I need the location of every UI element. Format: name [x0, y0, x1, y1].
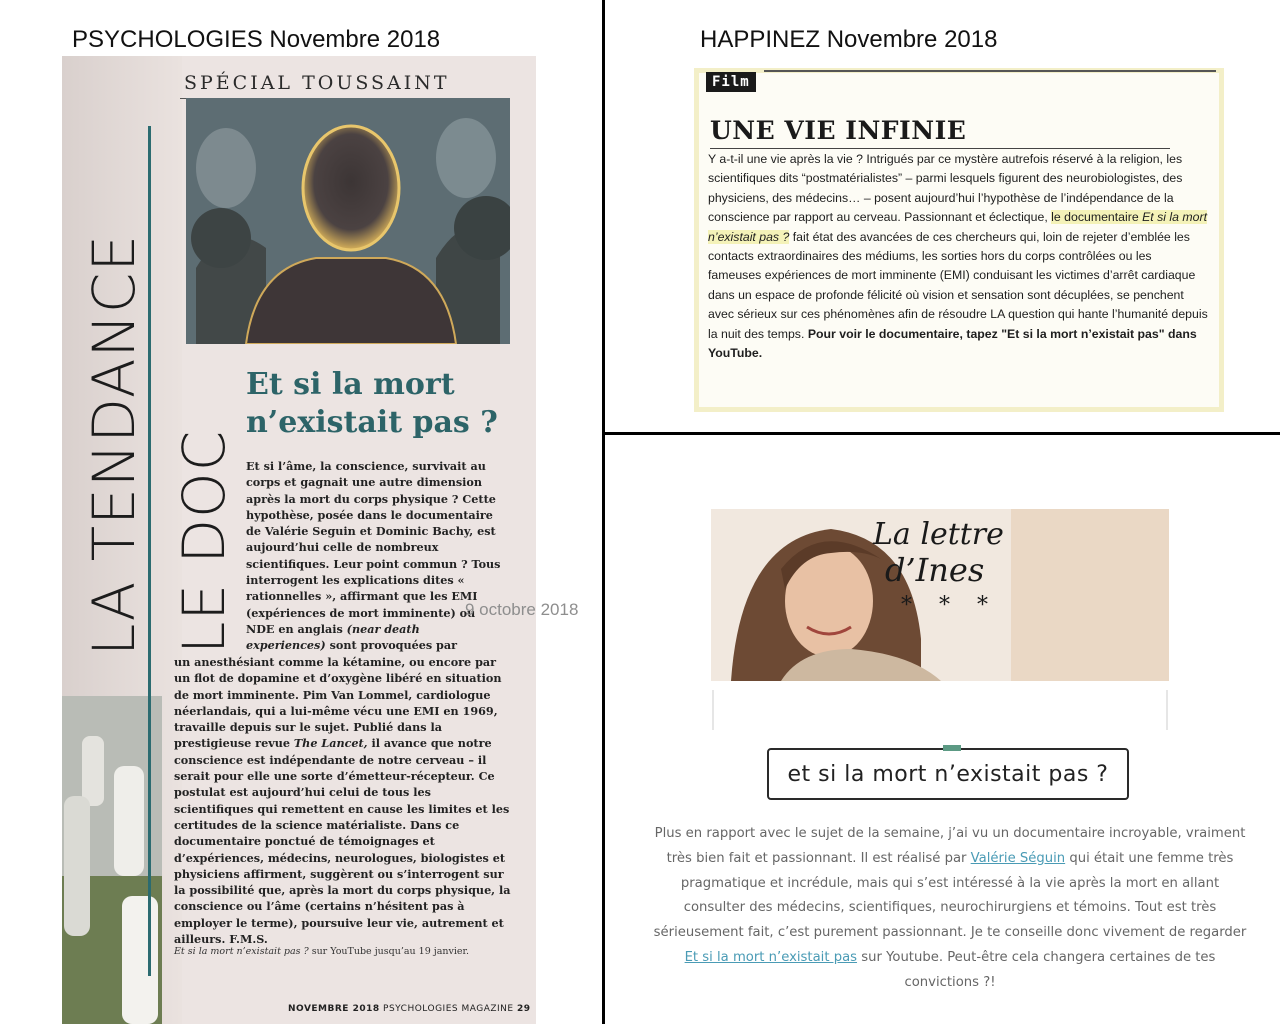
special-heading: SPÉCIAL TOUSSAINT: [184, 72, 450, 94]
article-title: Et si la mort n’existait pas ?: [246, 367, 498, 440]
top-rule: [764, 70, 1216, 72]
footer-page-number: 29: [516, 1004, 531, 1014]
vertical-divider: [602, 0, 605, 1024]
teal-rule: [148, 126, 151, 976]
vertical-title-tendance: LA TENDANCE: [80, 233, 148, 656]
documentary-link[interactable]: Et si la mort n’existait pas: [684, 949, 858, 965]
title-rule: [710, 148, 1170, 149]
banner-edge: [1166, 690, 1168, 730]
date-watermark: 9 octobre 2018: [465, 600, 579, 619]
banner-edge: [712, 690, 714, 730]
clipping-call-to-action: Pour voir le documentaire, tapez "Et si la mort n’existait pas" dans YouTube.: [708, 326, 1197, 361]
article-body-top: [246, 458, 502, 654]
script-title-line1: La lettre: [873, 517, 1004, 552]
highlight-title: Et si la mort n’existait pas ?: [708, 210, 1208, 244]
handwritten-heading-box: [767, 748, 1129, 800]
credit-title: Et si la mort n’existait pas ?: [174, 946, 309, 957]
newsletter-text: sur Youtube. Peut-être cela changera certaines de tes convictions ?!: [861, 949, 1216, 990]
script-title-line2: d’Ines: [885, 551, 985, 589]
article-italic: (near death experiences): [246, 621, 420, 653]
psychologies-page: [62, 56, 536, 1024]
article-italic: The Lancet,: [293, 736, 368, 751]
vertical-title-doc: LE DOC: [170, 429, 238, 654]
left-source-label: PSYCHOLOGIES Novembre 2018: [72, 26, 441, 53]
happinez-clipping: [694, 68, 1224, 412]
horizontal-divider: [604, 432, 1280, 435]
newsletter-paragraph: [650, 822, 1250, 996]
newsletter-banner: [711, 509, 1169, 681]
clipping-title: UNE VIE INFINIE: [710, 116, 967, 145]
page-footer: [288, 1004, 531, 1014]
handwritten-heading: et si la mort n’existait pas ?: [787, 761, 1109, 787]
newsletter-text: Plus en rapport avec le sujet de la semaine, j’ai vu un documentaire incroyable, vraiment très bien fait et passionnant. Il est réalisé par: [654, 826, 1246, 866]
clipping-body: [708, 150, 1208, 363]
script-stars: * * *: [901, 593, 998, 618]
silhouette-photo: [186, 98, 510, 344]
footer-magazine: PSYCHOLOGIES MAGAZINE: [383, 1004, 514, 1014]
clipping-text: Y a-t-il une vie après la vie ? Intrigués par ce mystère autrefois réservé à la religion, les scientifiques dits “postmatérialistes” – parmi lesquels figurent des neurobiologistes, des physiciens, des médecins… – posent aujourd’hui l’hypothèse de l’indépendance de la conscience par rapport au cerveau. Passionnant et éclectique,: [708, 152, 1183, 225]
article-body-bottom: [174, 654, 514, 947]
credit-text: sur YouTube jusqu’au 19 janvier.: [311, 946, 470, 957]
graves-photo: [62, 696, 162, 1024]
article-text: il avance que notre conscience est indépendante de notre cerveau – il serait pour elle une sorte d’émetteur-récepteur. Ce postulat est aujourd’hui celui de tous les scientifiques qui remettent en cause les limites et les certitudes de la science matérialiste. Dans ce documentaire ponctué de témoignages et d’expériences, médecins, neurologues, biologistes et physiciens affirment, suggèrent ou s’interrogent sur la possibilité que, après la mort du corps physique, la conscience ou l’âme (certains n’hésitent pas à employer le terme), poursuive leur vie, autrement et ailleurs. F.M.S.: [174, 736, 511, 947]
box-tab: [943, 745, 961, 751]
newsletter-text: qui était une femme très pragmatique et incrédule, mais qui s’est intéressé à la vie après la mort en allant consulter des médecins, scientifiques, neurochirurgiens et témoins. Tout est très sérieusement fait, c’est purement passionnant. Je te conseille donc vivement de regarder: [653, 850, 1247, 941]
highlight-words: le documentaire: [1051, 210, 1139, 225]
right-source-label: HAPPINEZ Novembre 2018: [700, 26, 998, 53]
footer-date: NOVEMBRE 2018: [288, 1004, 380, 1014]
clipping-text: fait état des avancées de ces chercheurs qui, loin de rejeter d’emblée les contacts extraordinaires des médiums, les sorties hors du corps contrôlées ou les fameuses expériences de mort imminente (EMI) conduisant les victimes d’arrêt cardiaque dans un espace de profonde félicité où vision et sensation sont décuplées, se penchent avec sérieux sur ces phénomènes afin de résoudre LA question qui hante l’humanité depuis la nuit des temps.: [708, 229, 1208, 341]
article-text: un anesthésiant comme la kétamine, ou encore par un flot de dopamine et d’oxygène libéré en situation de mort imminente. Pim Van Lommel, cardiologue néerlandais, qui a lui-même vécu une EMI en 1969, travaille depuis sur le sujet. Publié dans la prestigieuse revue: [174, 655, 502, 751]
availability-note: [174, 946, 504, 957]
director-link[interactable]: Valérie Séguin: [970, 850, 1066, 866]
category-tag: Film: [706, 72, 756, 92]
article-text: sont provoquées par: [329, 638, 458, 653]
article-text: Et si l’âme, la conscience, survivait au corps et gagnait une autre dimension après la mort du corps physique ? Cette hypothèse, posée dans le documentaire de Valérie Seguin et Dominic Bachy, est aujourd’hui celle de nombreux scientifiques. Leur point commun ? Tous interrogent les explications dites « rationnelles », affirmant que les EMI (expériences de mort imminente) ou NDE en anglais: [246, 459, 501, 636]
